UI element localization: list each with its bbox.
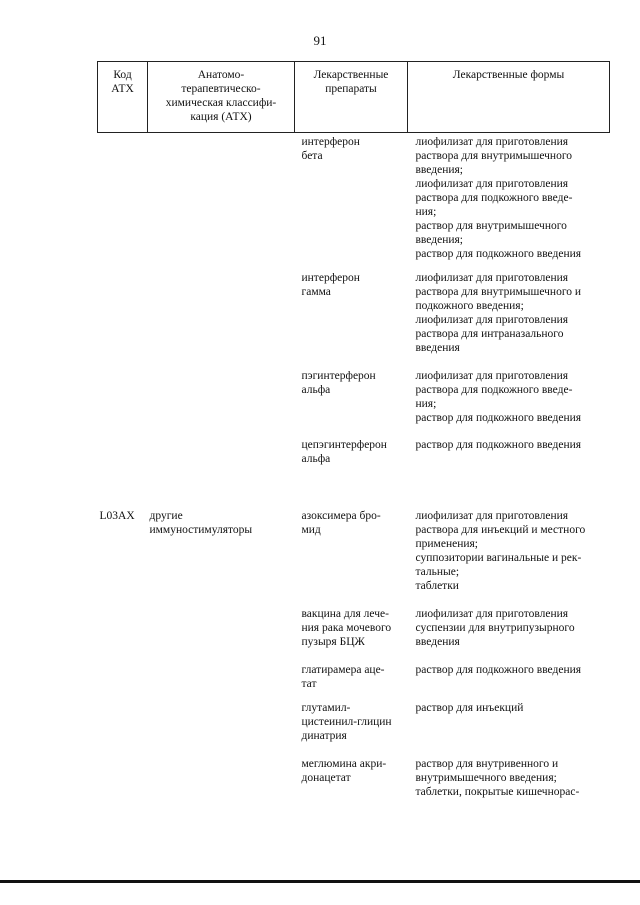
drug-name-cell: азоксимера бро- мид	[301, 509, 381, 536]
table-row	[98, 438, 610, 509]
header-code: Код АТХ	[98, 62, 148, 133]
atc-group-cell	[148, 757, 295, 807]
dosage-forms-cell: лиофилизат для приготовления раствора для внутримышечного и подкожного введения; лиофилизат для приготовления раствора для интраназального введения	[415, 271, 582, 354]
drug-name-cell: глатирамера аце- тат	[301, 663, 385, 690]
dosage-forms-cell: лиофилизат для приготовления раствора для подкожного введе- ния; раствор для подкожного введения	[415, 369, 582, 424]
drug-name-cell: пэгинтерферон альфа	[301, 369, 376, 396]
atc-group-cell	[148, 271, 295, 369]
atc-group-cell	[148, 701, 295, 757]
header-drugs: Лекарственные препараты	[295, 62, 408, 133]
dosage-forms-cell: лиофилизат для приготовления раствора для внутримышечного введения; лиофилизат для приготовления раствора для подкожного введе- ния; раствор для внутримышечного введения; раствор для подкожного введения	[415, 136, 582, 260]
table-header-row	[98, 62, 610, 133]
table-row	[98, 133, 610, 271]
drug-name-cell: глутамил- цистеинил-глицин динатрия	[301, 701, 392, 742]
drug-name-cell: интерферон бета	[301, 136, 360, 162]
dosage-forms-cell: лиофилизат для приготовления суспензии для внутрипузырного введения	[415, 607, 575, 648]
dosage-forms-cell: раствор для внутривенного и внутримышечного введения; таблетки, покрытые кишечнорас-	[415, 757, 580, 798]
atc-group-cell	[148, 663, 295, 701]
table-row	[98, 509, 610, 607]
atc-code-cell	[98, 607, 148, 663]
dosage-forms-cell: раствор для инъекций	[415, 701, 524, 714]
atc-code-cell	[98, 701, 148, 757]
page-bottom-rule	[0, 880, 640, 883]
drug-name-cell: цепэгинтерферон альфа	[301, 438, 387, 465]
drug-name-cell: интерферон гамма	[301, 271, 360, 298]
atc-group-cell	[148, 438, 295, 509]
atc-code-cell	[98, 757, 148, 807]
header-classification: Анатомо- терапевтическо- химическая классифи- кация (АТХ)	[148, 62, 295, 133]
atc-group-cell	[148, 607, 295, 663]
atc-code-cell	[98, 133, 148, 271]
atc-code-cell	[98, 663, 148, 701]
drug-name-cell: меглюмина акри- донацетат	[301, 757, 387, 784]
drug-table	[97, 61, 610, 807]
atc-group-cell	[148, 369, 295, 438]
atc-code-cell	[98, 271, 148, 369]
table-row	[98, 369, 610, 438]
table-row	[98, 701, 610, 757]
dosage-forms-cell: раствор для подкожного введения	[415, 438, 582, 451]
atc-code-cell	[98, 438, 148, 509]
dosage-forms-cell: раствор для подкожного введения	[415, 663, 582, 676]
table-row	[98, 663, 610, 701]
atc-code-cell: L03AX	[99, 509, 135, 522]
drug-name-cell: вакцина для лече- ния рака мочевого пузыря БЦЖ	[301, 607, 392, 648]
page-number: 91	[313, 33, 327, 48]
header-forms: Лекарственные формы	[408, 62, 610, 133]
atc-group-cell	[148, 133, 295, 271]
table-row	[98, 757, 610, 807]
dosage-forms-cell: лиофилизат для приготовления раствора для инъекций и местного применения; суппозитории вагинальные и рек- тальные; таблетки	[415, 509, 586, 592]
table-row	[98, 271, 610, 369]
atc-code-cell	[98, 369, 148, 438]
atc-group-cell: другие иммуностимуляторы	[149, 509, 253, 536]
table-row	[98, 607, 610, 663]
